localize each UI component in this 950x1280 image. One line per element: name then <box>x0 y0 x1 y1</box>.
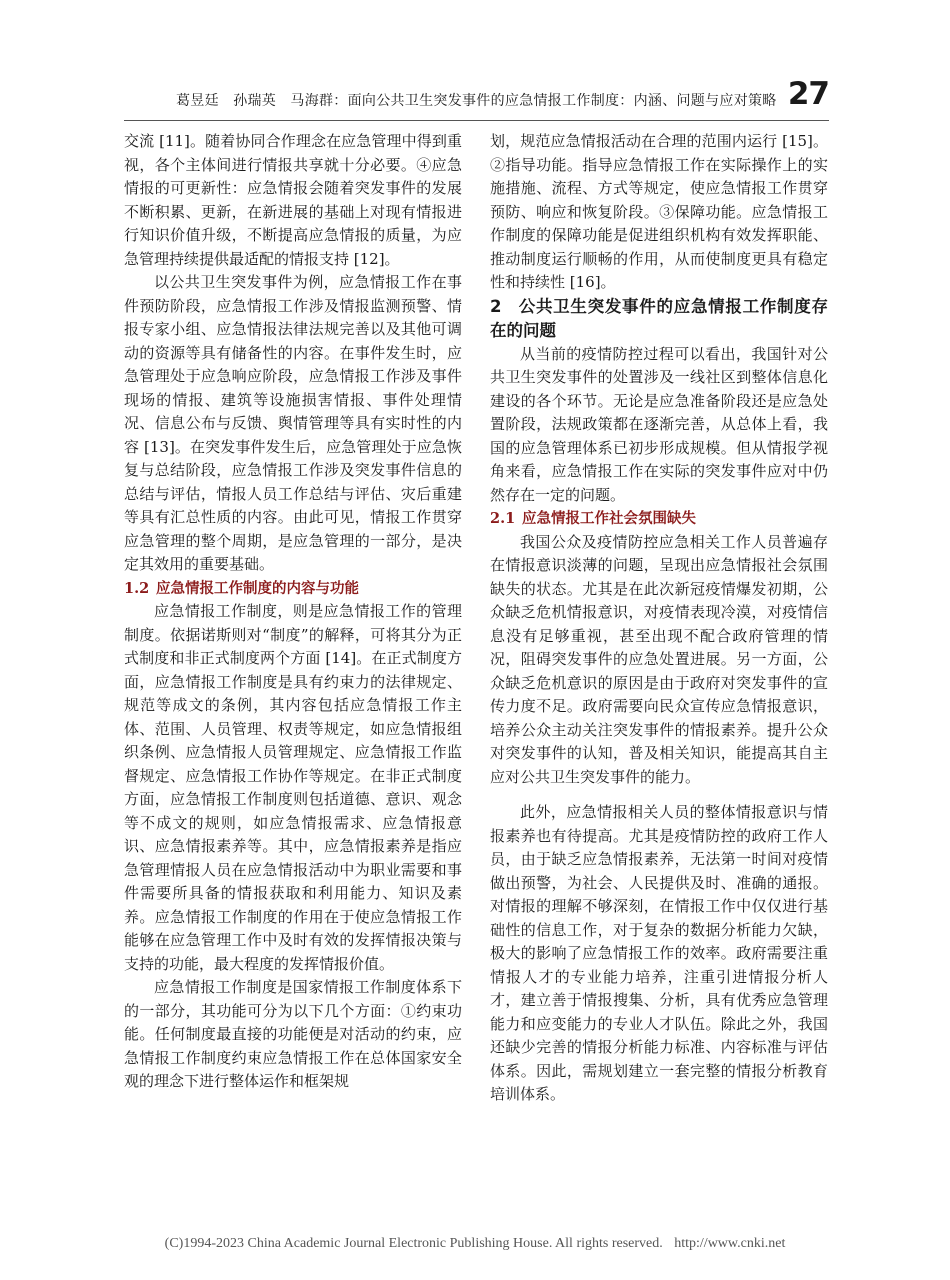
right-column <box>490 130 828 1107</box>
paragraph-gap <box>490 789 828 801</box>
body-paragraph: 从当前的疫情防控过程可以看出，我国针对公共卫生突发事件的处置涉及一线社区到整体信息化建设的各个环节。无论是应急准备阶段还是应急处置阶段，法规政策都在逐渐完善，从总体上看，我国的应急管理体系已初步形成规模。但从情报学视角来看，应急情报工作在实际的突发事件应对中仍然存在一定的问题。 <box>490 344 828 504</box>
footer-url[interactable]: http://www.cnki.net <box>674 1236 786 1251</box>
subsection-heading <box>124 577 462 601</box>
body-paragraph: 应急情报工作制度，则是应急情报工作的管理制度。依据诺斯则对“制度”的解释，可将其分为正式制度和非正式制度两个方面 [14]。在正式制度方面，应急情报工作制度是具有约束力的法律规定、规范等成文的条例，其内容包括应急情报工作主体、范围、人员管理、权责等规定，如应急情报组织条例、应急情报人员管理规定、应急情报工作监督规定、应急情报工作协作等规定。在非正式制度方面，应急情报工作制度则包括道德、意识、观念等不成文的规则，如应急情报需求、应急情报意识、应急情报素养等。其中，应急情报素养是指应急管理情报人员在应急情报活动中为职业需要和事件需要所具备的情报获取和利用能力、知识及素养。应急情报工作制度的作用在于使应急情报工作能够在应急管理工作中及时有效的发挥情报决策与支持的功能，最大程度的发挥情报价值。 <box>124 602 462 973</box>
body-paragraph: 我国公众及疫情防控应急相关工作人员普遍存在情报意识淡薄的问题，呈现出应急情报社会氛围缺失的状态。尤其是在此次新冠疫情爆发初期，公众缺乏危机情报意识，对疫情表现冷漠，对疫情信息没有足够重视，甚至出现不配合政府管理的情况，阻碍突发事件的应急处置进展。另一方面，公众缺乏危机意识的原因是由于政府对突发事件的宣传力度不足。政府需要向民众宣传应急情报意识，培养公众主动关注突发事件的情报素养。提升公众对突发事件的认知，普及相关知识，能提高其自主应对公共卫生突发事件的能力。 <box>490 532 828 786</box>
heading-text: 公共卫生突发事件的应急情报工作制度存在的问题 <box>490 296 828 340</box>
heading-number: 1.2 <box>124 579 150 597</box>
header-rule <box>124 120 829 121</box>
footer <box>0 1236 950 1252</box>
heading-text: 应急情报工作制度的内容与功能 <box>156 579 359 597</box>
page-number: 27 <box>787 76 829 112</box>
subsection-heading <box>490 507 828 531</box>
body-paragraph: 以公共卫生突发事件为例，应急情报工作在事件预防阶段，应急情报工作涉及情报监测预警、情报专家小组、应急情报法律法规完善以及其他可调动的资源等具有储备性的内容。在事件发生时，应急管理处于应急响应阶段，应急情报工作涉及事件现场的情报、建筑等设施损害情报、事件处理情况、信息公布与反馈、舆情管理等具有实时性的内容 [13]。在突发事件发生后，应急管理处于应急恢复与总结阶段，应急情报工作涉及突发事件信息的总结与评估，情报人员工作总结与评估、灾后重建等具有汇总性质的内容。由此可见，情报工作贯穿应急管理的整个周期，是应急管理的一部分，是决定其效用的重要基础。 <box>124 273 462 573</box>
section-heading <box>490 295 828 343</box>
heading-number: 2 <box>490 296 502 316</box>
heading-text: 应急情报工作社会氛围缺失 <box>522 510 696 527</box>
body-paragraph: 应急情报工作制度是国家情报工作制度体系下的一部分，其功能可分为以下几个方面：①约束功能。任何制度最直接的功能便是对活动的约束，应急情报工作制度约束应急情报工作在总体国家安全观的理念下进行整体运作和框架规 <box>124 978 462 1090</box>
header-authors-title: 葛昱廷 孙瑞英 马海群：面向公共卫生突发事件的应急情报工作制度：内涵、问题与应对策略 <box>176 93 777 109</box>
body-paragraph: 此外，应急情报相关人员的整体情报意识与情报素养也有待提高。尤其是疫情防控的政府工作人员，由于缺乏应急情报素养，无法第一时间对疫情做出预警，为社会、人民提供及时、准确的通报。对情报的理解不够深刻，在情报工作中仅仅进行基础性的信息工作，对于复杂的数据分析能力欠缺，极大的影响了应急情报工作的效率。政府需要注重情报人才的专业能力培养，注重引进情报分析人才，建立善于情报搜集、分析，具有优秀应急管理能力和应变能力的专业人才队伍。除此之外，我国还缺少完善的情报分析能力标准、内容标准与评估体系。因此，需规划建立一套完整的情报分析教育培训体系。 <box>490 803 828 1103</box>
running-header <box>124 76 829 116</box>
footer-copyright: (C)1994-2023 China Academic Journal Electronic Publishing House. All rights reserved. <box>164 1236 663 1251</box>
heading-number: 2.1 <box>490 510 516 527</box>
body-paragraph: 划，规范应急情报活动在合理的范围内运行 [15]。②指导功能。指导应急情报工作在实际操作上的实施措施、流程、方式等规定，使应急情报工作贯穿预防、响应和恢复阶段。③保障功能。应急情报工作制度的保障功能是促进组织机构有效发挥职能、推动制度运行顺畅的作用，从而使制度更具有稳定性和持续性 [16]。 <box>490 132 828 291</box>
left-column <box>124 130 462 1094</box>
body-paragraph: 交流 [11]。随着协同合作理念在应急管理中得到重视，各个主体间进行情报共享就十分必要。④应急情报的可更新性：应急情报会随着突发事件的发展不断积累、更新，在新进展的基础上对现有情报进行知识价值升级，不断提高应急情报的质量，为应急管理持续提供最适配的情报支持 [12]。 <box>124 132 462 268</box>
